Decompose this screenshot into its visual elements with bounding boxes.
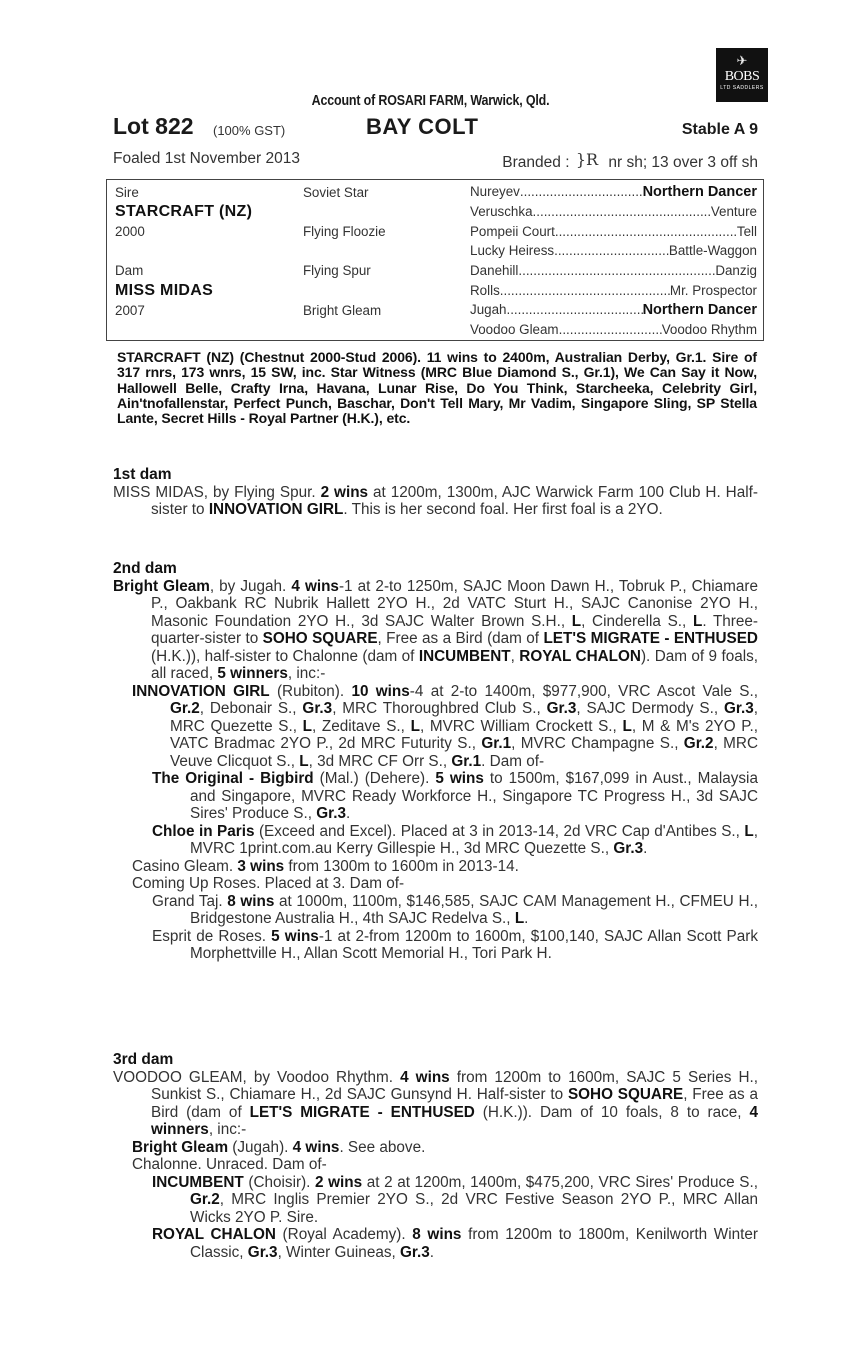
section-body	[113, 484, 758, 519]
bold-highlight: LET'S MIGRATE - ENTHUSED	[543, 630, 758, 647]
dam-dam: Bright Gleam	[303, 303, 382, 318]
dot-leader	[555, 224, 737, 239]
gg-right: Venture	[710, 204, 757, 219]
bold-highlight: ROYAL CHALON	[519, 647, 641, 665]
grandparent-row	[470, 263, 757, 278]
grandparent-row	[470, 243, 757, 258]
gg-right: Voodoo Rhythm	[661, 322, 757, 337]
section-body	[113, 578, 758, 963]
pedigree-paragraph: INCUMBENT (Choisir). 2 wins at 2 at 1200m, 1400m, $475,200, VRC Sires' Produce S., Gr.2, MRC Inglis Premier 2YO S., 2d VRC Festive Season 2YO P., MRC Allan Wicks 2YO P. Sire.	[152, 1173, 758, 1226]
sire-year: 2000	[115, 224, 145, 239]
bold-highlight: INCUMBENT	[152, 1173, 244, 1191]
bold-highlight: 4 wins	[291, 577, 339, 595]
pedigree-paragraph: INNOVATION GIRL (Rubiton). 10 wins-4 at 2-to 1400m, $977,900, VRC Ascot Vale S., Gr.2, Debonair S., Gr.3, MRC Thoroughbred Club S., Gr.3, SAJC Dermody S., Gr.3, MRC Quezette S., L, Zeditave S., L, MVRC William Crockett S., L, M & M's 2YO P., VATC Bradmac 2YO P., 2d MRC Futurity S., Gr.1, MVRC Champagne S., Gr.2, MRC Veuve Clicquot S., L, 3d MRC CF Orr S., Gr.1. Dam of-	[132, 682, 759, 770]
section-heading: 1st dam	[113, 466, 172, 483]
bold-highlight: 8 wins	[227, 892, 275, 910]
sire-name: STARCRAFT (NZ)	[115, 203, 253, 220]
bold-highlight: Gr.1	[481, 735, 512, 752]
stable-location: Stable A 9	[681, 121, 758, 138]
pedigree-paragraph: VOODOO GLEAM, by Voodoo Rhythm. 4 wins from 1200m to 1600m, SAJC 5 Series H., Sunkist S., Chiamare H., 2d SAJC Gunsynd H. Half-sister to SOHO SQUARE, Free as a Bird (dam of LET'S MIGRATE - ENTHUSED (H.K.)). Dam of 10 foals, 8 to race, 4 winners, inc:-	[113, 1068, 758, 1138]
gg-right: Northern Dancer	[642, 184, 757, 200]
bold-highlight: Bright Gleam	[113, 577, 210, 595]
bold-highlight: Gr.3	[546, 700, 577, 717]
bold-highlight: Gr.3	[316, 805, 346, 822]
bold-highlight: INNOVATION GIRL	[132, 682, 270, 700]
lot-number: Lot 822	[113, 113, 194, 139]
bold-highlight: INNOVATION GIRL	[208, 501, 344, 518]
dot-leader	[520, 184, 643, 200]
branded-label: Branded :	[502, 154, 570, 171]
bold-highlight: Gr.3	[302, 700, 333, 717]
gg-left: Veruschka	[470, 204, 533, 219]
horse-description: BAY COLT	[366, 114, 479, 139]
grandparent-row	[470, 184, 757, 200]
grandparent-row	[470, 302, 757, 318]
dam-sire: Flying Spur	[303, 263, 371, 278]
gg-right: Battle-Waggon	[668, 243, 757, 258]
bold-highlight: L	[744, 822, 754, 840]
gg-right: Mr. Prospector	[669, 283, 757, 298]
gg-left: Voodoo Gleam	[470, 322, 559, 337]
bold-highlight: 5 wins	[435, 770, 484, 787]
bold-highlight: Gr.1	[451, 752, 482, 770]
bold-highlight: 5 winners	[217, 665, 288, 682]
gg-left: Nureyev	[470, 184, 520, 199]
pedigree-paragraph: Bright Gleam (Jugah). 4 wins. See above.	[132, 1138, 426, 1156]
bold-highlight: The Original - Bigbird	[152, 770, 314, 787]
brand-mark-icon: }R	[575, 150, 599, 169]
bold-highlight: Gr.2	[683, 735, 714, 752]
gg-left: Danehill	[470, 263, 519, 278]
lot-header	[113, 113, 758, 143]
bold-highlight: L	[299, 752, 309, 770]
bold-highlight: LET'S MIGRATE - ENTHUSED	[249, 1103, 475, 1121]
section-heading: 3rd dam	[113, 1051, 174, 1068]
bold-highlight: Gr.2	[190, 1191, 220, 1208]
gst-note: (100% GST)	[213, 123, 286, 138]
section-body	[113, 1069, 758, 1262]
first-dam-section	[113, 466, 758, 519]
bold-highlight: L	[571, 612, 582, 630]
grandparent-row	[470, 322, 757, 337]
bold-highlight: L	[410, 717, 420, 735]
pedigree-paragraph: Grand Taj. 8 wins at 1000m, 1100m, $146,585, SAJC CAM Management H., CFMEU H., Bridgestone Australia H., 4th SAJC Redelva S., L.	[152, 892, 759, 927]
dot-leader	[500, 283, 670, 298]
bold-highlight: 8 wins	[412, 1226, 462, 1243]
bold-highlight: Gr.3	[724, 700, 754, 717]
second-dam-section	[113, 560, 758, 963]
dot-leader	[533, 204, 711, 219]
pedigree-paragraph: The Original - Bigbird (Mal.) (Dehere). 5 wins to 1500m, $167,099 in Aust., Malaysia and Singapore, MVRC Ready Workforce H., Singapore TC Progress H., 3d SAJC Sires' Produce S., Gr.3.	[152, 770, 758, 822]
dot-leader	[554, 243, 669, 258]
vendor-account: Account of ROSARI FARM, Warwick, Qld.	[311, 93, 550, 109]
foaled-date: Foaled 1st November 2013	[113, 150, 300, 167]
bold-highlight: Gr.2	[170, 700, 200, 717]
bold-highlight: L	[302, 717, 312, 735]
pedigree-table	[106, 179, 764, 341]
pedigree-paragraph: Casino Gleam. 3 wins from 1300m to 1600m in 2013-14.	[132, 857, 519, 875]
bird-logo-icon: ✈	[736, 53, 748, 68]
bold-highlight: Bright Gleam	[132, 1138, 229, 1156]
grandparent-row	[470, 204, 757, 219]
gg-left: Rolls	[470, 283, 500, 298]
bold-highlight: Gr.3	[247, 1243, 278, 1261]
dot-leader	[518, 263, 715, 278]
sire-label: Sire	[115, 185, 139, 200]
bold-highlight: L	[692, 612, 703, 630]
bold-highlight: L	[514, 910, 525, 927]
pedigree-paragraph: Chalonne. Unraced. Dam of-	[132, 1156, 327, 1173]
pedigree-paragraph: Bright Gleam, by Jugah. 4 wins-1 at 2-to 1250m, SAJC Moon Dawn H., Tobruk P., Chiamare P., Oakbank RC Nubrik Hallett 2YO H., 2d VATC Sturt H., SAJC Canonise 2YO H., Masonic Foundation 2YO H., 3d SAJC Walter Brown S.H., L, Cinderella S., L. Three-quarter-sister to SOHO SQUARE, Free as a Bird (dam of LET'S MIGRATE - ENTHUSED (H.K.)), half-sister to Chalonne (dam of INCUMBENT, ROYAL CHALON). Dam of 9 foals, all raced, 5 winners, inc:-	[113, 577, 759, 682]
gg-left: Lucky Heiress	[470, 243, 555, 258]
pedigree-paragraph: ROYAL CHALON (Royal Academy). 8 wins from 1200m to 1800m, Kenilworth Winter Classic, Gr.3, Winter Guineas, Gr.3.	[152, 1226, 758, 1261]
bold-highlight: L	[622, 717, 632, 735]
pedigree-paragraph: MISS MIDAS, by Flying Spur. 2 wins at 1200m, 1300m, AJC Warwick Farm 100 Club H. Half-sister to INNOVATION GIRL. This is her second foal. Her first foal is a 2YO.	[113, 483, 758, 518]
sire-summary: STARCRAFT (NZ) (Chestnut 2000-Stud 2006). 11 wins to 2400m, Australian Derby, Gr.1. Sire of 317 rnrs, 173 wnrs, 15 SW, inc. Star Witness (MRC Blue Diamond S., Gr.1), We Can Say it Now, Hallowell Belle, Crafty Irna, Havana, Lunar Rise, Do You Think, Starcheeka, Celebrity Girl, Ain'tnofallenstar, Perfect Punch, Baschar, Don't Tell Mary, Mr Vadim, Singapore Sling, SP Stella Lante, Secret Hills - Royal Partner (H.K.), etc.	[117, 349, 757, 427]
dot-leader	[559, 322, 662, 337]
gg-left: Pompeii Court	[470, 224, 555, 239]
bold-highlight: 5 wins	[271, 927, 319, 945]
logo-name: BOBS	[724, 69, 760, 84]
dam-year: 2007	[115, 303, 145, 318]
pedigree-paragraph: Chloe in Paris (Exceed and Excel). Placed at 3 in 2013-14, 2d VRC Cap d'Antibes S., L, MVRC 1print.com.au Kerry Gillespie H., 3d MRC Quezette S., Gr.3.	[152, 822, 758, 857]
sire-sire: Soviet Star	[303, 185, 369, 200]
bold-highlight: 2 wins	[320, 483, 369, 501]
dam-name: MISS MIDAS	[115, 282, 214, 299]
pedigree-paragraph: Coming Up Roses. Placed at 3. Dam of-	[132, 875, 405, 892]
bold-highlight: 4 wins	[292, 1138, 340, 1156]
gg-right: Northern Dancer	[642, 302, 757, 318]
bold-highlight: SOHO SQUARE	[567, 1086, 684, 1103]
brand-position: nr sh; 13 over 3 off sh	[608, 154, 758, 171]
bold-highlight: Gr.3	[399, 1243, 430, 1261]
section-heading: 2nd dam	[113, 560, 177, 577]
dot-leader	[506, 302, 642, 318]
gg-right: Tell	[736, 224, 757, 239]
third-dam-section	[113, 1051, 758, 1261]
bold-highlight: 4 wins	[400, 1068, 450, 1086]
bold-highlight: INCUMBENT	[418, 647, 511, 665]
bold-highlight: Gr.3	[613, 840, 644, 857]
branded-info	[502, 150, 758, 172]
bold-highlight: 3 wins	[237, 857, 285, 875]
grandparent-row	[470, 283, 757, 298]
pedigree-paragraph: Esprit de Roses. 5 wins-1 at 2-from 1200m to 1600m, $100,140, SAJC Allan Scott Park Morphettville H., Allan Scott Memorial H., Tori Park H.	[152, 927, 758, 962]
bold-highlight: 4 winners	[151, 1103, 758, 1138]
logo-subtitle: LTD SADDLERS	[720, 85, 764, 91]
grandparent-row	[470, 224, 757, 239]
bold-highlight: ROYAL CHALON	[152, 1226, 276, 1243]
bold-highlight: Chloe in Paris	[152, 822, 255, 840]
dam-label: Dam	[115, 263, 144, 278]
bold-highlight: 10 wins	[351, 682, 410, 700]
bold-highlight: 2 wins	[315, 1173, 363, 1191]
sire-dam: Flying Floozie	[303, 224, 386, 239]
gg-left: Jugah	[470, 302, 507, 317]
gg-right: Danzig	[715, 263, 757, 278]
bold-highlight: SOHO SQUARE	[262, 630, 378, 647]
